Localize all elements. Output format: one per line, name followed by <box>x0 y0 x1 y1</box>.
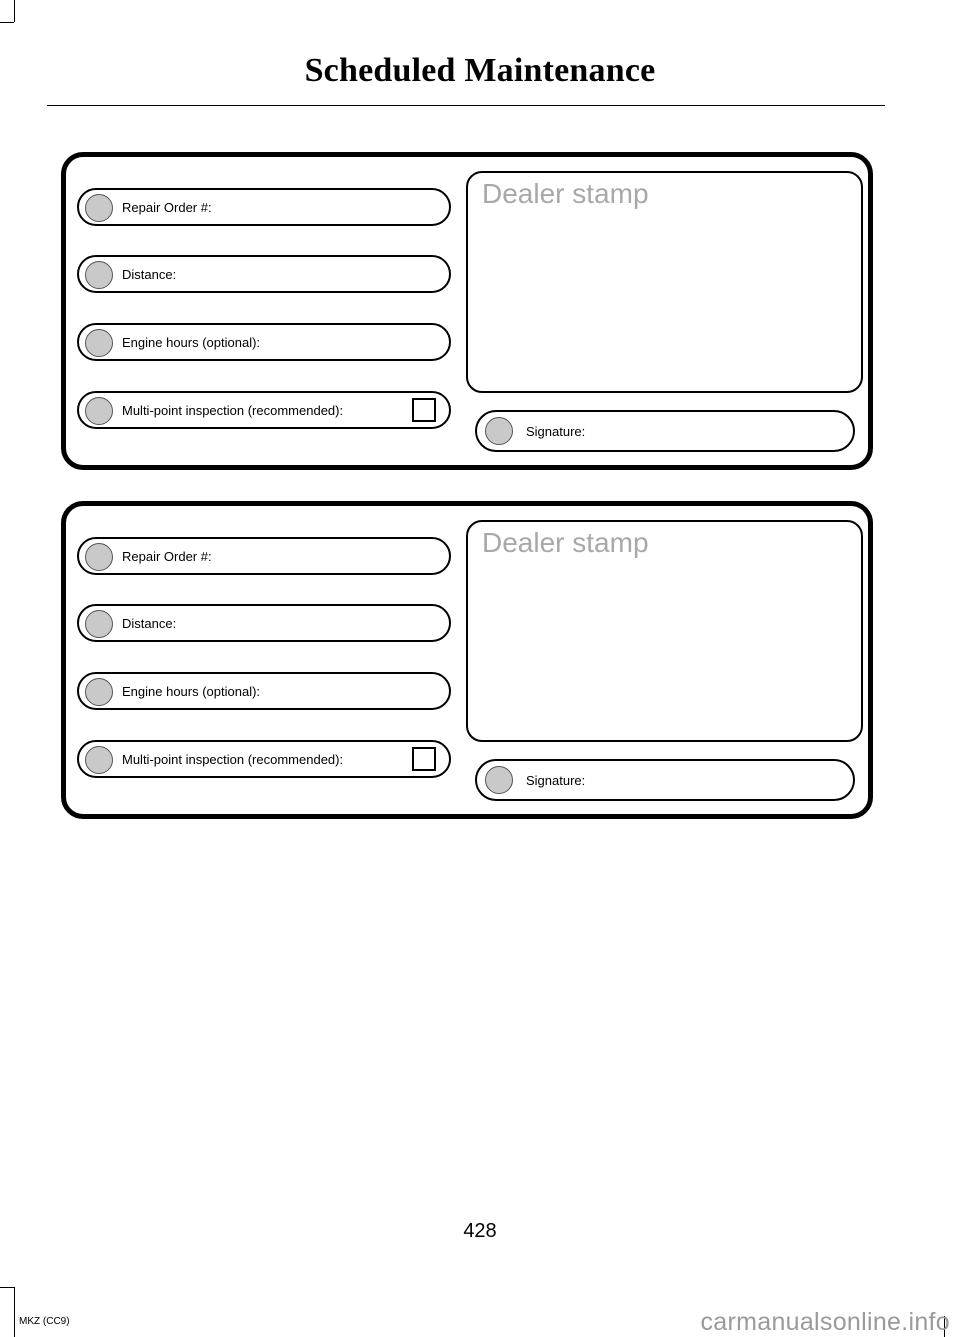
inspection-field <box>77 391 451 429</box>
engine-hours-label: Engine hours (optional): <box>122 684 261 699</box>
inspection-checkbox[interactable] <box>412 747 436 771</box>
dealer-stamp-box <box>466 520 863 742</box>
inspection-label: Multi-point inspection (recommended): <box>122 752 344 767</box>
model-code: MKZ (CC9) <box>19 1316 70 1327</box>
field-marker-icon <box>85 261 113 289</box>
distance-label: Distance: <box>122 267 177 282</box>
crop-mark <box>14 1287 15 1337</box>
repair-order-field[interactable] <box>77 188 451 226</box>
field-marker-icon <box>485 417 513 445</box>
inspection-checkbox[interactable] <box>412 398 436 422</box>
distance-field[interactable] <box>77 255 451 293</box>
inspection-field <box>77 740 451 778</box>
repair-order-label: Repair Order #: <box>122 549 212 564</box>
signature-field[interactable] <box>475 759 855 801</box>
dealer-stamp-label: Dealer stamp <box>482 178 649 209</box>
crop-mark <box>0 22 14 23</box>
distance-label: Distance: <box>122 616 177 631</box>
signature-label: Signature: <box>526 424 586 439</box>
maintenance-record-card <box>61 152 873 470</box>
engine-hours-field[interactable] <box>77 672 451 710</box>
watermark: carmanualsonline.info <box>700 1308 950 1336</box>
field-marker-icon <box>85 610 113 638</box>
field-marker-icon <box>85 329 113 357</box>
field-marker-icon <box>85 746 113 774</box>
signature-field[interactable] <box>475 410 855 452</box>
maintenance-record-card <box>61 501 873 819</box>
dealer-stamp-label: Dealer stamp <box>482 527 649 558</box>
title-divider <box>47 105 885 106</box>
engine-hours-field[interactable] <box>77 323 451 361</box>
page-title: Scheduled Maintenance <box>304 52 656 89</box>
crop-mark <box>0 1287 14 1288</box>
repair-order-field[interactable] <box>77 537 451 575</box>
dealer-stamp-box <box>466 171 863 393</box>
inspection-label: Multi-point inspection (recommended): <box>122 403 344 418</box>
field-marker-icon <box>85 194 113 222</box>
field-marker-icon <box>85 397 113 425</box>
engine-hours-label: Engine hours (optional): <box>122 335 261 350</box>
field-marker-icon <box>85 678 113 706</box>
signature-label: Signature: <box>526 773 586 788</box>
page-number: 428 <box>463 1220 497 1242</box>
distance-field[interactable] <box>77 604 451 642</box>
repair-order-label: Repair Order #: <box>122 200 212 215</box>
field-marker-icon <box>485 766 513 794</box>
crop-mark <box>14 0 15 22</box>
field-marker-icon <box>85 543 113 571</box>
